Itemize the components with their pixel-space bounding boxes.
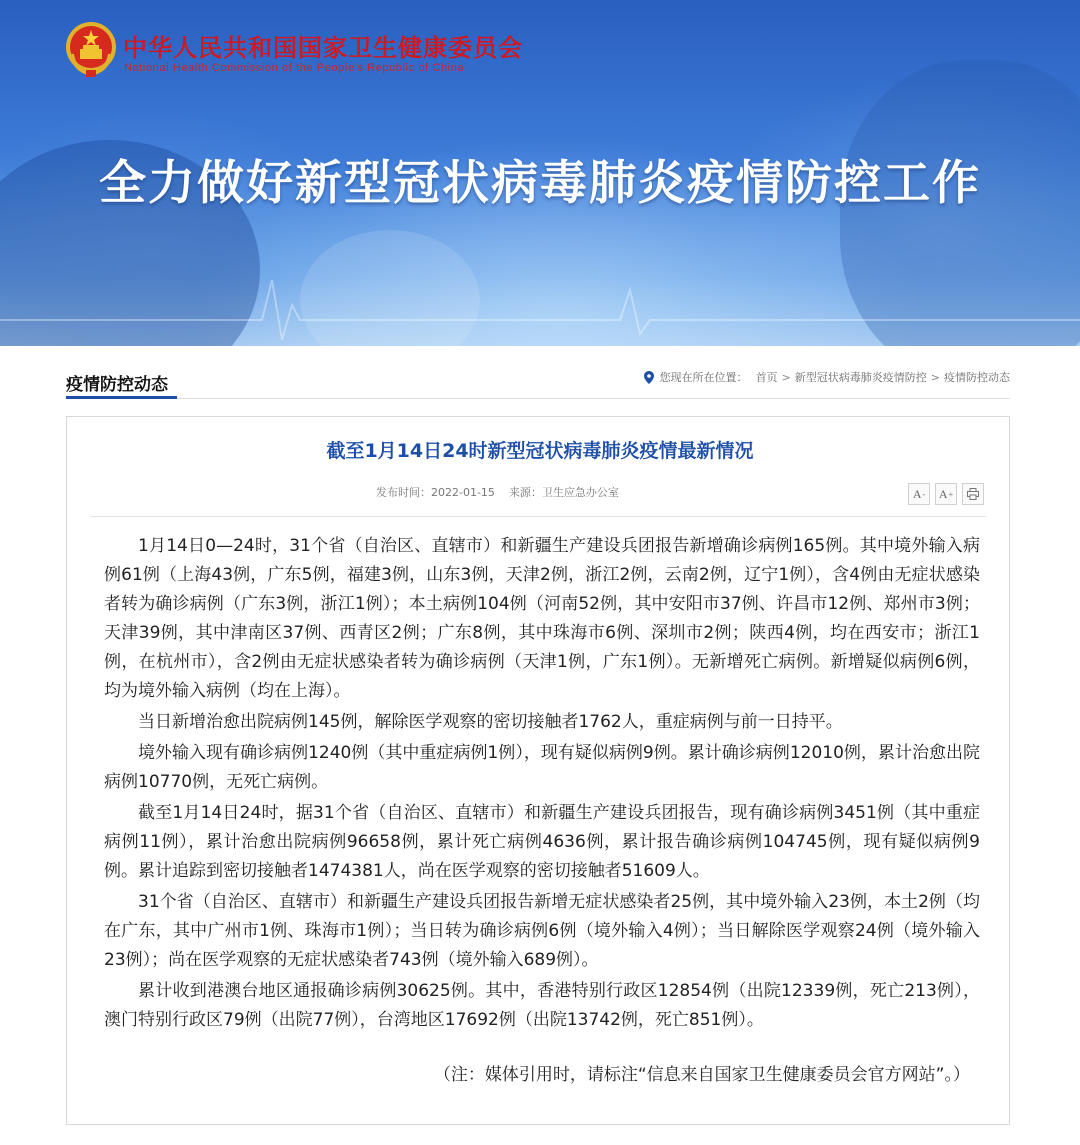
print-button[interactable] xyxy=(962,483,984,505)
section-divider xyxy=(66,398,1010,399)
breadcrumb-separator: > xyxy=(930,370,940,384)
article-tools xyxy=(908,483,984,505)
breadcrumb-separator: > xyxy=(781,370,791,384)
breadcrumb-item-covid-prevention[interactable]: 新型冠状病毒肺炎疫情防控 xyxy=(794,371,927,384)
meta-divider xyxy=(90,516,986,517)
org-name-en[interactable]: National Health Commission of the People's Republic of China xyxy=(124,62,465,74)
font-smaller-button[interactable]: A - xyxy=(908,483,930,505)
article-meta xyxy=(376,484,619,500)
header-banner xyxy=(0,0,1080,346)
article-paragraph: 累计收到港澳台地区通报确诊病例30625例。其中，香港特别行政区12854例（出院12339例，死亡213例），澳门特别行政区79例（出院77例），台湾地区17692例（出院13742例，死亡851例）。 xyxy=(104,981,980,1030)
source-value: 卫生应急办公室 xyxy=(541,486,619,499)
publish-date: 2022-01-15 xyxy=(431,486,495,499)
article-paragraph: 1月14日0—24时，31个省（自治区、直辖市）和新疆生产建设兵团报告新增确诊病例165例。其中境外输入病例61例（上海43例，广东5例，福建3例，山东3例，天津2例，浙江2例，云南2例，辽宁1例），含4例由无症状感染者转为确诊病例（广东3例，浙江1例）；本土病例104例（河南52例，其中安阳市37例、许昌市12例、郑州市3例；天津39例，其中津南区37例、西青区2例；广东8例，其中珠海市6例、深圳市2例；陕西4例，均在西安市；浙江1例，在杭州市），含2例由无症状感染者转为确诊病例（天津1例，广东1例）。无新增死亡病例。新增疑似病例6例，均为境外输入病例（均在上海）。 xyxy=(104,536,980,701)
font-larger-button[interactable]: A + xyxy=(935,483,957,505)
section-title[interactable]: 疫情防控动态 xyxy=(66,375,168,395)
breadcrumb xyxy=(644,369,1010,385)
publish-label: 发布时间： xyxy=(376,486,431,499)
article-body xyxy=(104,532,980,1037)
national-emblem-icon[interactable] xyxy=(64,20,118,78)
breadcrumb-item-home[interactable]: 首页 xyxy=(755,371,778,384)
heartbeat-line-decoration xyxy=(0,250,1080,346)
section-title-underline xyxy=(66,396,177,399)
banner-slogan: 全力做好新型冠状病毒肺炎疫情防控工作 xyxy=(99,156,981,211)
breadcrumb-item-prevention-news[interactable]: 疫情防控动态 xyxy=(944,371,1010,384)
article-paragraph: 截至1月14日24时，据31个省（自治区、直辖市）和新疆生产建设兵团报告，现有确诊病例3451例（其中重症病例11例），累计治愈出院病例96658例，累计死亡病例4636例，累计报告确诊病例104745例，现有疑似病例9例。累计追踪到密切接触者1474381人，尚在医学观察的密切接触者51609人。 xyxy=(104,803,980,881)
print-icon xyxy=(967,488,979,500)
citation-note: （注：媒体引用时，请标注“信息来自国家卫生健康委员会官方网站”。） xyxy=(433,1065,970,1085)
location-pin-icon xyxy=(644,371,654,384)
article-paragraph: 31个省（自治区、直辖市）和新疆生产建设兵团报告新增无症状感染者25例，其中境外输入23例，本土2例（均在广东，其中广州市1例、珠海市1例）；当日转为确诊病例6例（境外输入4例）；当日解除医学观察24例（境外输入23例）；尚在医学观察的无症状感染者743例（境外输入689例）。 xyxy=(104,892,980,970)
article-paragraph: 境外输入现有确诊病例1240例（其中重症病例1例），现有疑似病例9例。累计确诊病例12010例，累计治愈出院病例10770例，无死亡病例。 xyxy=(104,743,980,792)
source-label: 来源： xyxy=(508,486,542,499)
org-name-cn[interactable]: 中华人民共和国国家卫生健康委员会 xyxy=(123,34,523,62)
article-paragraph: 当日新增治愈出院病例145例，解除医学观察的密切接触者1762人，重症病例与前一日持平。 xyxy=(138,712,843,732)
article-title: 截至1月14日24时新型冠状病毒肺炎疫情最新情况 xyxy=(326,440,754,462)
breadcrumb-prefix: 您现在所在位置： xyxy=(659,371,748,384)
